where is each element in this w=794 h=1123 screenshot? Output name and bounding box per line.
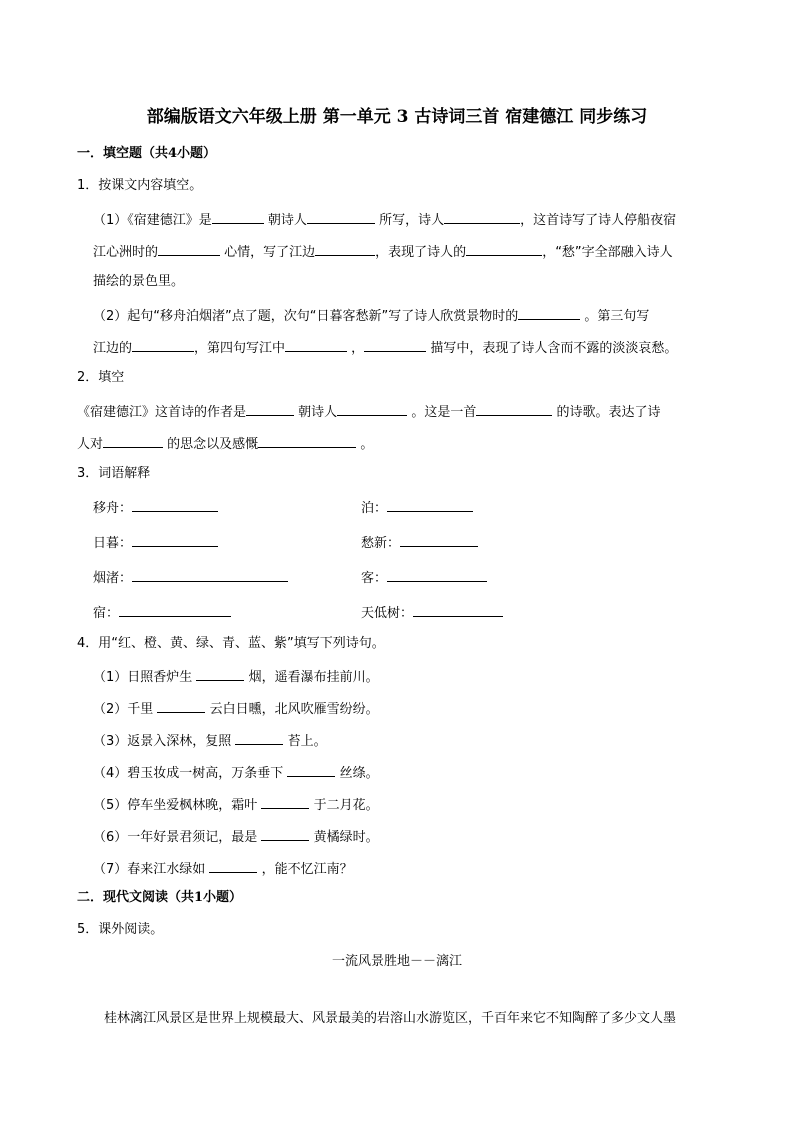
q2-text: 《宿建德江》这首诗的作者是 <box>77 405 247 420</box>
answer-blank[interactable] <box>196 666 244 681</box>
poem-text: （2）千里 <box>93 702 154 717</box>
q2-text: 。 <box>360 437 374 452</box>
q2-text: 朝诗人 <box>298 405 338 420</box>
q1-text: （2）起句“移舟泊烟渚”点了题，次句“日暮客愁新”写了诗人欣赏景物时的 <box>93 309 519 324</box>
q2-text: 人对 <box>77 437 104 452</box>
question-2-line2 <box>77 433 373 454</box>
q1-text: 描写中，表现了诗人含而不露的淡淡哀愁。 <box>430 341 678 356</box>
answer-blank[interactable] <box>212 209 264 224</box>
q1-text: ，“愁”字全部融入诗人 <box>542 245 673 260</box>
question-2-heading: 2．填空 <box>77 370 125 385</box>
vocab-item <box>361 532 478 553</box>
answer-blank[interactable] <box>387 497 473 512</box>
question-1-part2-line1 <box>93 305 649 326</box>
vocab-label: 移舟： <box>93 501 133 516</box>
poem-line <box>93 858 353 879</box>
q1-text: 。第三句写 <box>584 309 650 324</box>
answer-blank[interactable] <box>261 826 309 841</box>
question-1-part1-line1 <box>93 209 676 230</box>
answer-blank[interactable] <box>209 858 257 873</box>
poem-text: （5）停车坐爱枫林晚，霜叶 <box>93 798 258 813</box>
q1-text: 朝诗人 <box>267 213 307 228</box>
answer-blank[interactable] <box>157 698 205 713</box>
vocab-label: 烟渚： <box>93 571 133 586</box>
question-1-part2-line2 <box>93 337 677 358</box>
answer-blank[interactable] <box>518 305 580 320</box>
q1-text: 江心洲时的 <box>93 245 159 260</box>
question-1-part1-line2 <box>93 241 673 262</box>
passage-text: 桂林漓江风景区是世界上规模最大、风景最美的岩溶山水游览区，千百年来它不知陶醉了多少文人墨 <box>104 1011 677 1026</box>
q1-text: ，这首诗写了诗人停船夜宿 <box>520 213 677 228</box>
answer-blank[interactable] <box>466 241 542 256</box>
answer-blank[interactable] <box>261 794 309 809</box>
answer-blank[interactable] <box>315 241 375 256</box>
answer-blank[interactable] <box>258 433 356 448</box>
answer-blank[interactable] <box>235 730 283 745</box>
vocab-item <box>361 497 473 518</box>
vocab-label: 泊： <box>361 501 388 516</box>
answer-blank[interactable] <box>103 433 163 448</box>
answer-blank[interactable] <box>400 532 478 547</box>
q1-text: 所写，诗人 <box>379 213 445 228</box>
answer-blank[interactable] <box>132 497 218 512</box>
poem-line <box>93 826 379 847</box>
q1-text: ， <box>351 341 365 356</box>
section-heading-fill-blank: 一．填空题（共4小题） <box>77 146 217 161</box>
question-3-heading: 3．词语解释 <box>77 466 151 481</box>
poem-text: 烟，遥看瀑布挂前川。 <box>248 670 379 685</box>
poem-text: （6）一年好景君须记，最是 <box>93 830 258 845</box>
answer-blank[interactable] <box>132 567 288 582</box>
vocab-label: 宿： <box>93 606 120 621</box>
poem-line <box>93 762 379 783</box>
vocab-label: 客： <box>361 571 388 586</box>
answer-blank[interactable] <box>158 241 220 256</box>
answer-blank[interactable] <box>132 532 218 547</box>
passage-title: 一流风景胜地－－漓江 <box>331 954 462 969</box>
poem-text: （3）返景入深林，复照 <box>93 734 232 749</box>
answer-blank[interactable] <box>476 401 552 416</box>
poem-text: （7）春来江水绿如 <box>93 862 206 877</box>
poem-text: （4）碧玉妆成一树高，万条垂下 <box>93 766 284 781</box>
vocab-item <box>93 532 218 553</box>
q1-text: 江边的 <box>93 341 133 356</box>
q2-text: 的诗歌。表达了诗 <box>556 405 661 420</box>
q2-text: 的思念以及感慨 <box>167 437 259 452</box>
poem-line <box>93 794 379 815</box>
vocab-item <box>93 497 218 518</box>
question-5-heading: 5．课外阅读。 <box>77 922 164 937</box>
answer-blank[interactable] <box>413 602 503 617</box>
answer-blank[interactable] <box>444 209 520 224</box>
section-heading-reading: 二．现代文阅读（共1小题） <box>77 890 243 905</box>
vocab-item <box>93 567 288 588</box>
page-title: 部编版语文六年级上册 第一单元 3 古诗词三首 宿建德江 同步练习 <box>146 107 648 127</box>
question-4-heading: 4．用“红、橙、黄、绿、青、蓝、紫”填写下列诗句。 <box>77 636 385 651</box>
vocab-item <box>93 602 231 623</box>
answer-blank[interactable] <box>119 602 231 617</box>
question-1-heading: 1．按课文内容填空。 <box>77 178 203 193</box>
question-2-line1 <box>77 401 660 422</box>
answer-blank[interactable] <box>246 401 294 416</box>
q1-text: ，第四句写江中 <box>194 341 286 356</box>
vocab-label: 愁新： <box>361 536 401 551</box>
poem-text: 云白日曛，北风吹雁雪纷纷。 <box>209 702 379 717</box>
q1-text: ，表现了诗人的 <box>375 245 467 260</box>
vocab-label: 日暮： <box>93 536 133 551</box>
poem-text: 黄橘绿时。 <box>313 830 379 845</box>
answer-blank[interactable] <box>285 337 347 352</box>
poem-text: ，能不忆江南？ <box>261 862 353 877</box>
poem-line <box>93 666 379 687</box>
poem-text: 丝绦。 <box>339 766 379 781</box>
answer-blank[interactable] <box>387 567 487 582</box>
poem-line <box>93 730 327 751</box>
question-1-part1-line3: 描绘的景色里。 <box>93 274 185 289</box>
poem-text: （1）日照香炉生 <box>93 670 193 685</box>
poem-line <box>93 698 379 719</box>
answer-blank[interactable] <box>132 337 194 352</box>
q2-text: 。这是一首 <box>411 405 477 420</box>
vocab-label: 天低树： <box>361 606 414 621</box>
vocab-item <box>361 602 503 623</box>
q1-text: 心情，写了江边 <box>224 245 316 260</box>
answer-blank[interactable] <box>364 337 426 352</box>
vocab-item <box>361 567 487 588</box>
answer-blank[interactable] <box>337 401 407 416</box>
poem-text: 于二月花。 <box>313 798 379 813</box>
answer-blank[interactable] <box>287 762 335 777</box>
answer-blank[interactable] <box>307 209 375 224</box>
q1-text: （1）《宿建德江》是 <box>93 213 212 228</box>
poem-text: 苔上。 <box>287 734 327 749</box>
